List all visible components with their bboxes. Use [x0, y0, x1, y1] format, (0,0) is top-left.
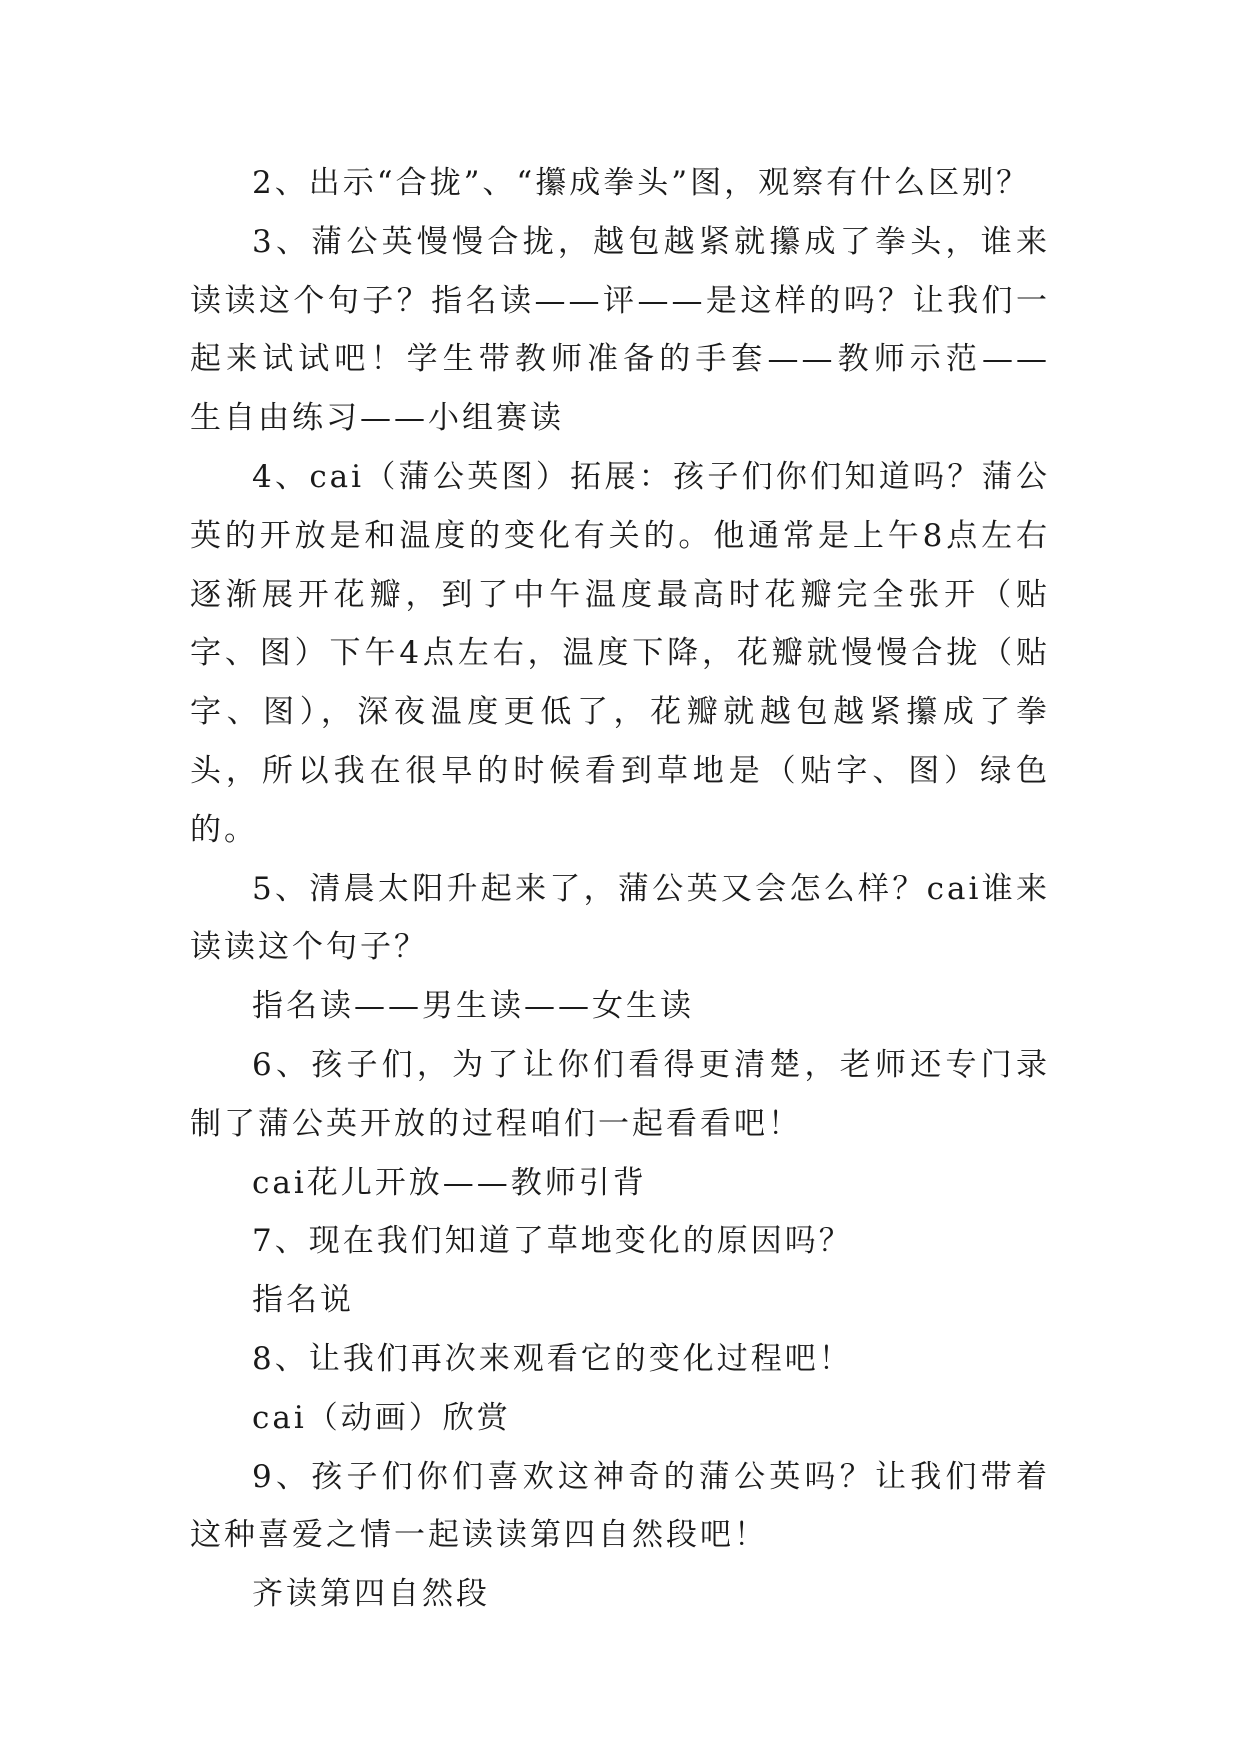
- document-body: [190, 154, 1050, 1624]
- paragraph-cai-flower: cai花儿开放——教师引背: [252, 1164, 647, 1201]
- paragraph-item-4: 4、cai（蒲公英图）拓展：孩子们你们知道吗？蒲公英的开放是和温度的变化有关的。他通常是上午8点左右逐渐展开花瓣，到了中午温度最高时花瓣完全张开（贴字、图）下午4点左右，温度下降，花瓣就慢慢合拢（贴字、图），深夜温度更低了，花瓣就越包越紧攥成了拳头，所以我在很早的时候看到草地是（贴字、图）绿色的。: [190, 458, 1050, 848]
- paragraph-item-6: 6、孩子们，为了让你们看得更清楚，老师还专门录制了蒲公英开放的过程咱们一起看看吧！: [190, 1046, 1050, 1142]
- paragraph-reading-method: 指名读——男生读——女生读: [252, 988, 694, 1025]
- paragraph-name-speak: 指名说: [252, 1282, 354, 1319]
- paragraph-item-2: 2、出示“合拢”、“攥成拳头”图，观察有什么区别？: [252, 165, 1031, 201]
- paragraph-cai-animation: cai（动画）欣赏: [252, 1399, 511, 1436]
- paragraph-read-together: 齐读第四自然段: [252, 1576, 490, 1613]
- paragraph-item-7: 7、现在我们知道了草地变化的原因吗？: [252, 1223, 853, 1260]
- paragraph-item-3: 3、蒲公英慢慢合拢，越包越紧就攥成了拳头，谁来读读这个句子？指名读——评——是这样的吗？让我们一起来试试吧！学生带教师准备的手套——教师示范—— 生自由练习——小组赛读: [190, 223, 1050, 437]
- paragraph-item-9: 9、孩子们你们喜欢这神奇的蒲公英吗？让我们带着这种喜爱之情一起读读第四自然段吧！: [190, 1458, 1050, 1554]
- paragraph-item-8: 8、让我们再次来观看它的变化过程吧！: [252, 1340, 853, 1377]
- paragraph-item-5: 5、清晨太阳升起来了，蒲公英又会怎么样？cai谁来读读这个句子？: [190, 870, 1050, 966]
